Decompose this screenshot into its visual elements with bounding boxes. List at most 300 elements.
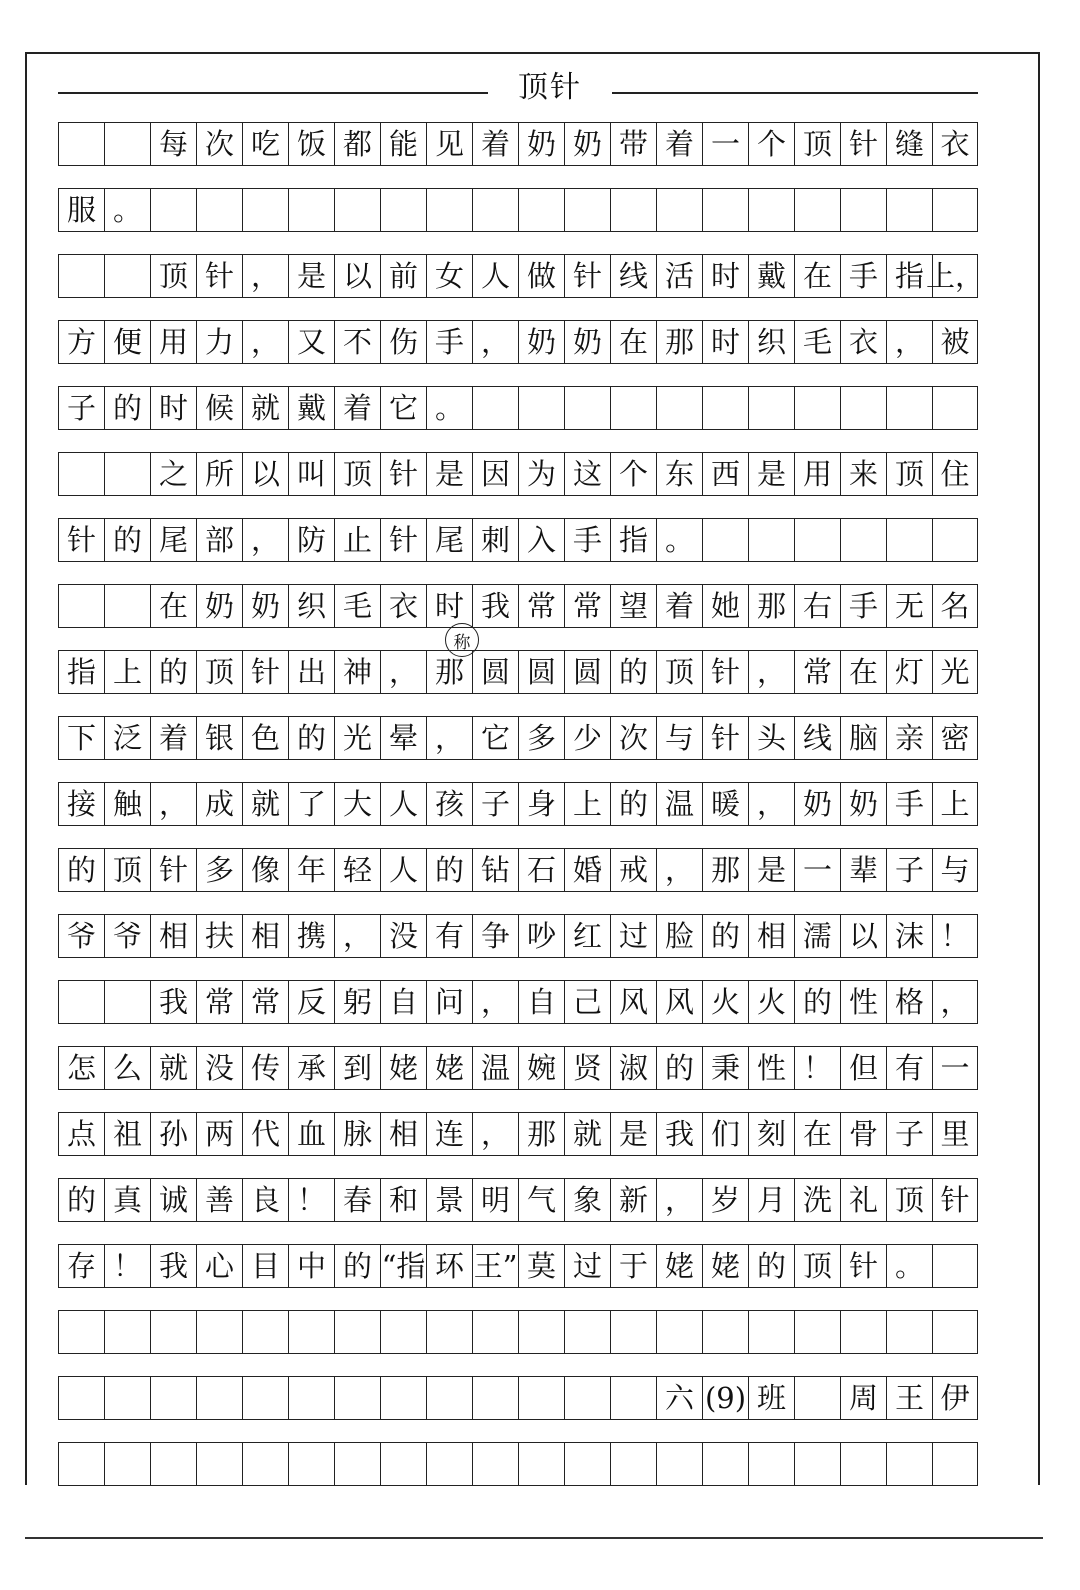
grid-cell [794,1442,840,1486]
grid-cell [472,386,518,430]
grid-cell: 姥 [656,1244,702,1288]
grid-cell: 的 [426,848,472,892]
grid-cell: 就 [150,1046,196,1090]
grid-cell: 。 [104,188,150,232]
grid-cell [932,1244,978,1288]
grid-cell [150,1376,196,1420]
grid-cell: 子 [886,848,932,892]
grid-cell: 淑 [610,1046,656,1090]
grid-cell: 着 [472,122,518,166]
grid-cell: 贤 [564,1046,610,1090]
grid-cell: 的 [288,716,334,760]
grid-cell: 是 [288,254,334,298]
grid-cell: 亲 [886,716,932,760]
grid-cell: 被 [932,320,978,364]
grid-cell [196,1310,242,1354]
grid-cell: 指 [886,254,932,298]
grid-cell [104,122,150,166]
grid-cell: 个 [748,122,794,166]
grid-cell [196,188,242,232]
grid-cell: 出 [288,650,334,694]
grid-cell: 环 [426,1244,472,1288]
grid-cell: 那 [702,848,748,892]
grid-cell: 指 [58,650,104,694]
grid-cell: 圆 [472,650,518,694]
grid-cell [932,386,978,430]
grid-cell [610,188,656,232]
grid-cell: 性 [840,980,886,1024]
grid-cell: 奶 [840,782,886,826]
grid-cell [242,1442,288,1486]
grid-cell: 泛 [104,716,150,760]
grid-cell: 心 [196,1244,242,1288]
grid-cell: 着 [656,584,702,628]
grid-cell: 在 [150,584,196,628]
grid-cell: 她 [702,584,748,628]
grid-cell [840,386,886,430]
grid-cell [656,188,702,232]
grid-cell: 顶 [656,650,702,694]
grid-cell: ！ [794,1046,840,1090]
grid-cell [748,188,794,232]
grid-cell [150,1442,196,1486]
grid-cell: 以 [334,254,380,298]
grid-cell [380,188,426,232]
grid-cell: 骨 [840,1112,886,1156]
grid-cell: 那 [748,584,794,628]
grid-cell: 着 [334,386,380,430]
grid-row [58,452,978,496]
grid-cell: 。 [886,1244,932,1288]
grid-cell: 扶 [196,914,242,958]
grid-cell: ， [748,782,794,826]
grid-cell: 代 [242,1112,288,1156]
grid-cell: 脸 [656,914,702,958]
grid-cell: ， [150,782,196,826]
grid-cell [472,1376,518,1420]
grid-cell: 争 [472,914,518,958]
grid-cell: 接 [58,782,104,826]
grid-cell: 刺 [472,518,518,562]
grid-cell: 月 [748,1178,794,1222]
grid-cell: 秉 [702,1046,748,1090]
grid-cell [150,1310,196,1354]
grid-cell: 前 [380,254,426,298]
grid-cell [610,386,656,430]
grid-cell: 光 [334,716,380,760]
grid-cell: 来 [840,452,886,496]
grid-cell: 力 [196,320,242,364]
grid-cell [242,1310,288,1354]
grid-cell: 下 [58,716,104,760]
grid-cell [288,1376,334,1420]
grid-cell [840,188,886,232]
grid-cell: 轻 [334,848,380,892]
grid-cell [58,584,104,628]
grid-cell: 尾 [150,518,196,562]
grid-cell: ， [242,254,288,298]
grid-cell: 么 [104,1046,150,1090]
grid-cell [380,1310,426,1354]
grid-cell: 线 [610,254,656,298]
grid-cell: 那 [656,320,702,364]
grid-cell: 是 [426,452,472,496]
grid-cell [702,1442,748,1486]
grid-cell [426,1442,472,1486]
grid-cell: 明 [472,1178,518,1222]
grid-cell: ， [472,1112,518,1156]
grid-cell [748,386,794,430]
grid-cell [748,1310,794,1354]
grid-cell: 性 [748,1046,794,1090]
grid-cell: 躬 [334,980,380,1024]
grid-cell: 常 [196,980,242,1024]
grid-cell: 的 [104,518,150,562]
grid-cell: 每 [150,122,196,166]
grid-cell [518,1442,564,1486]
grid-cell: 以 [840,914,886,958]
grid-cell: 于 [610,1244,656,1288]
grid-cell: 孩 [426,782,472,826]
grid-cell [932,188,978,232]
grid-cell: 洗 [794,1178,840,1222]
grid-cell: 我 [150,1244,196,1288]
grid-cell: 温 [472,1046,518,1090]
grid-row [58,518,978,562]
grid-cell: 伊 [932,1376,978,1420]
grid-cell [426,1310,472,1354]
grid-cell [380,1442,426,1486]
grid-cell: 相 [150,914,196,958]
grid-cell: 钻 [472,848,518,892]
grid-cell: 上 [932,782,978,826]
grid-cell: 线 [794,716,840,760]
grid-cell: 顶 [794,1244,840,1288]
grid-cell: 就 [242,386,288,430]
grid-cell [932,518,978,562]
grid-cell [472,1442,518,1486]
grid-cell: 反 [288,980,334,1024]
grid-cell: 婉 [518,1046,564,1090]
grid-cell: 能 [380,122,426,166]
grid-cell [886,188,932,232]
grid-cell [104,254,150,298]
grid-cell: 的 [58,1178,104,1222]
grid-cell: 婚 [564,848,610,892]
grid-cell: 的 [104,386,150,430]
grid-cell: 因 [472,452,518,496]
grid-cell: 服 [58,188,104,232]
grid-cell: 自 [518,980,564,1024]
grid-cell: 顶 [104,848,150,892]
grid-cell: 有 [426,914,472,958]
grid-cell: 携 [288,914,334,958]
title-rule-left [58,92,488,94]
grid-cell [288,1442,334,1486]
grid-cell: 自 [380,980,426,1024]
grid-cell: ！ [932,914,978,958]
grid-cell: ， [242,518,288,562]
grid-cell: 手 [840,254,886,298]
grid-cell: 针 [840,122,886,166]
grid-cell [58,1310,104,1354]
grid-cell [794,1376,840,1420]
grid-cell: 的 [794,980,840,1024]
grid-cell: 针 [932,1178,978,1222]
grid-cell: 针 [58,518,104,562]
grid-cell: 。 [656,518,702,562]
grid-cell [610,1442,656,1486]
grid-cell: 用 [794,452,840,496]
grid-cell [794,518,840,562]
grid-cell: 的 [748,1244,794,1288]
grid-cell: 不 [334,320,380,364]
grid-row [58,386,978,430]
grid-cell [886,1442,932,1486]
grid-cell: 光 [932,650,978,694]
grid-row [58,1046,978,1090]
grid-cell: 问 [426,980,472,1024]
grid-cell: 常 [794,650,840,694]
grid-cell: 人 [380,782,426,826]
grid-cell: 象 [564,1178,610,1222]
grid-cell [58,1442,104,1486]
grid-cell: 带 [610,122,656,166]
grid-cell [932,1310,978,1354]
grid-cell [656,1310,702,1354]
grid-cell: ， [656,848,702,892]
grid-cell: 没 [196,1046,242,1090]
grid-cell [104,980,150,1024]
grid-cell: 触 [104,782,150,826]
grid-cell [104,452,150,496]
grid-cell: 顶 [334,452,380,496]
grid-cell: 奶 [242,584,288,628]
grid-cell: 沫 [886,914,932,958]
grid-cell: “指 [380,1244,426,1288]
grid-cell [334,1376,380,1420]
grid-cell: 奶 [196,584,242,628]
grid-cell [196,1376,242,1420]
grid-cell [288,188,334,232]
grid-cell [886,1310,932,1354]
grid-cell: 部 [196,518,242,562]
grid-cell [104,1442,150,1486]
grid-cell: 濡 [794,914,840,958]
grid-cell: 次 [196,122,242,166]
grid-cell: 饭 [288,122,334,166]
grid-cell: ， [380,650,426,694]
grid-cell: 住 [932,452,978,496]
grid-cell [380,1376,426,1420]
grid-cell: 这 [564,452,610,496]
grid-cell: 多 [196,848,242,892]
grid-cell: 在 [794,254,840,298]
grid-cell: 它 [380,386,426,430]
grid-cell: 善 [196,1178,242,1222]
grid-cell [840,1310,886,1354]
grid-cell: 就 [564,1112,610,1156]
grid-cell: 良 [242,1178,288,1222]
grid-cell: 所 [196,452,242,496]
grid-cell [656,386,702,430]
grid-cell: 方 [58,320,104,364]
grid-cell: 和 [380,1178,426,1222]
grid-row [58,914,978,958]
grid-cell: 大 [334,782,380,826]
essay-title: 顶针 [518,70,582,105]
grid-cell: 奶 [564,320,610,364]
grid-cell: 针 [150,848,196,892]
grid-cell [472,1310,518,1354]
grid-cell: 都 [334,122,380,166]
grid-cell: 针 [702,650,748,694]
grid-cell: 吵 [518,914,564,958]
grid-cell: 辈 [840,848,886,892]
grid-cell: 常 [518,584,564,628]
grid-cell: 承 [288,1046,334,1090]
grid-cell: 相 [242,914,288,958]
grid-cell: 的 [656,1046,702,1090]
grid-cell: 戴 [288,386,334,430]
grid-cell: 顶 [886,1178,932,1222]
grid-cell: 气 [518,1178,564,1222]
grid-cell: 一 [932,1046,978,1090]
grid-cell: 右 [794,584,840,628]
grid-cell: 六 [656,1376,702,1420]
grid-cell: 的 [334,1244,380,1288]
grid-cell: 防 [288,518,334,562]
grid-cell: 身 [518,782,564,826]
grid-row [58,782,978,826]
grid-cell [426,188,472,232]
grid-cell [104,584,150,628]
grid-cell: 毛 [334,584,380,628]
grid-cell: 里 [932,1112,978,1156]
grid-cell: 过 [610,914,656,958]
grid-cell [150,188,196,232]
grid-cell: 风 [610,980,656,1024]
grid-cell: 没 [380,914,426,958]
grid-cell: 常 [564,584,610,628]
grid-cell: 那 [518,1112,564,1156]
grid-cell: ， [472,980,518,1024]
grid-cell [564,188,610,232]
grid-cell: 我 [150,980,196,1024]
grid-cell: 点 [58,1112,104,1156]
grid-cell: 密 [932,716,978,760]
grid-row [58,716,978,760]
grid-cell: 血 [288,1112,334,1156]
grid-cell: 织 [288,584,334,628]
grid-cell [702,518,748,562]
grid-cell: 姥 [426,1046,472,1090]
grid-cell: 头 [748,716,794,760]
grid-cell: 祖 [104,1112,150,1156]
grid-cell: 针 [380,452,426,496]
grid-cell: 顶 [150,254,196,298]
grid-cell: 顶 [886,452,932,496]
grid-row [58,188,978,232]
grid-cell [840,518,886,562]
grid-cell: 为 [518,452,564,496]
grid-cell: 刻 [748,1112,794,1156]
grid-cell: 相 [380,1112,426,1156]
grid-cell: 手 [840,584,886,628]
grid-cell: 在 [840,650,886,694]
grid-cell: 一 [794,848,840,892]
grid-cell [196,1442,242,1486]
grid-cell: 少 [564,716,610,760]
grid-cell: 两 [196,1112,242,1156]
grid-cell: ， [242,320,288,364]
grid-cell [702,188,748,232]
grid-cell [564,386,610,430]
grid-cell: 灯 [886,650,932,694]
grid-cell: 脑 [840,716,886,760]
grid-row [58,848,978,892]
grid-cell: 针 [840,1244,886,1288]
grid-cell [840,1442,886,1486]
grid-cell: 常 [242,980,288,1024]
grid-cell [104,1310,150,1354]
grid-cell: 姥 [380,1046,426,1090]
grid-cell: 的 [702,914,748,958]
grid-cell: 东 [656,452,702,496]
grid-cell: 名 [932,584,978,628]
grid-cell: 银 [196,716,242,760]
grid-cell: 时 [426,584,472,628]
grid-cell [702,386,748,430]
grid-cell: 己 [564,980,610,1024]
grid-cell: 真 [104,1178,150,1222]
grid-row [58,1376,978,1420]
grid-cell: 年 [288,848,334,892]
grid-row [58,1244,978,1288]
grid-cell: 入 [518,518,564,562]
grid-row [58,1178,978,1222]
grid-cell: 孙 [150,1112,196,1156]
grid-cell: 以 [242,452,288,496]
grid-cell: 爷 [104,914,150,958]
grid-cell: 尾 [426,518,472,562]
grid-cell: 叫 [288,452,334,496]
grid-cell [58,980,104,1024]
grid-cell [748,1442,794,1486]
grid-cell: 与 [656,716,702,760]
grid-cell: 的 [150,650,196,694]
grid-cell [748,518,794,562]
grid-cell: 奶 [518,122,564,166]
grid-cell: 目 [242,1244,288,1288]
title-rule-right [612,92,978,94]
grid-cell: ， [472,320,518,364]
grid-cell: 衣 [380,584,426,628]
grid-cell: 王 [886,1376,932,1420]
grid-cell [886,518,932,562]
grid-cell: 时 [702,320,748,364]
grid-cell: 活 [656,254,702,298]
grid-cell: 见 [426,122,472,166]
grid-cell: 色 [242,716,288,760]
grid-cell: 火 [702,980,748,1024]
grid-cell: 在 [610,320,656,364]
grid-cell: 与 [932,848,978,892]
grid-cell: 织 [748,320,794,364]
grid-cell: 传 [242,1046,288,1090]
grid-cell: 相 [748,914,794,958]
grid-row [58,1442,978,1486]
